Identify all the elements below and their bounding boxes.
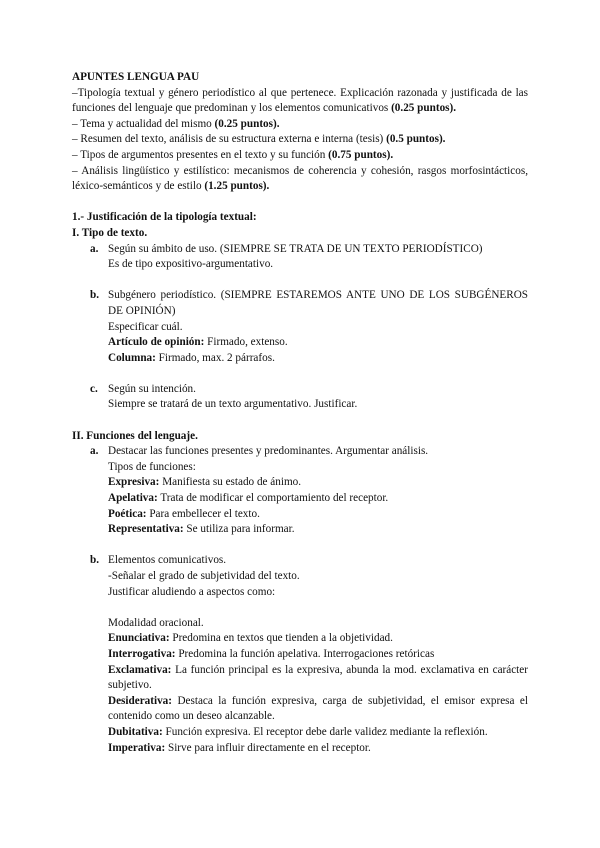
document-content xyxy=(72,70,528,756)
exam-criteria-line-1: –Tipología textual y género periodístico al que pertenece. Explicación razonada y justificada de las funciones del lenguaje que predominan y los elementos comunicativos (0.25 puntos). xyxy=(72,86,528,115)
list-marker: b. xyxy=(90,554,100,567)
document-title: APUNTES LENGUA PAU xyxy=(72,71,200,83)
definition-exclamativa: Exclamativa: La función principal es la expresiva, abunda la mod. exclamativa en carácter subjetivo. xyxy=(108,663,528,692)
definition-enunciativa: Enunciativa: Predomina en textos que tienden a la objetividad. xyxy=(108,632,393,645)
definition-imperativa: Imperativa: Sirve para influir directamente en el receptor. xyxy=(108,741,371,754)
exam-criteria-line-5: – Análisis lingüístico y estilístico: mecanismos de coherencia y cohesión, rasgos morfosintácticos, léxico-semánticos y de estilo (1.25 puntos). xyxy=(72,164,528,193)
item-text: Es de tipo expositivo-argumentativo. xyxy=(108,258,274,271)
item-text: Tipos de funciones: xyxy=(108,460,196,473)
list-marker: a. xyxy=(90,445,99,458)
definition-interrogativa: Interrogativa: Predomina la función apelativa. Interrogaciones retóricas xyxy=(108,647,435,660)
definition-poetica: Poética: Para embellecer el texto. xyxy=(108,507,260,520)
item-text: -Señalar el grado de subjetividad del texto. xyxy=(108,570,300,582)
list-item-1a xyxy=(72,242,528,273)
item-text: Subgénero periodístico. (SIEMPRE ESTAREMOS ANTE UNO DE LOS SUBGÉNEROS DE OPINIÓN) xyxy=(108,289,528,317)
item-text: Especificar cuál. xyxy=(108,320,183,333)
section-1-subheading: I. Tipo de texto. xyxy=(72,226,148,239)
item-text: Siempre se tratará de un texto argumentativo. Justificar. xyxy=(108,398,358,411)
definition-expresiva: Expresiva: Manifiesta su estado de ánimo. xyxy=(108,476,302,489)
definition-desiderativa: Desiderativa: Destaca la función expresiva, carga de subjetividad, el emisor expresa el contenido como un deseo alcanzable. xyxy=(108,694,528,723)
item-text: Justificar aludiendo a aspectos como: xyxy=(108,585,276,598)
exam-criteria-line-3: – Resumen del texto, análisis de su estructura externa e interna (tesis) (0.5 puntos). xyxy=(72,133,446,146)
exam-criteria-line-4: – Tipos de argumentos presentes en el texto y su función (0.75 puntos). xyxy=(72,148,394,161)
list-item-2b xyxy=(72,553,528,756)
item-text: Destacar las funciones presentes y predominantes. Argumentar análisis. xyxy=(108,445,429,458)
list-marker: b. xyxy=(90,289,100,302)
list-marker: a. xyxy=(90,242,99,255)
item-text: Modalidad oracional. xyxy=(108,616,204,629)
item-text: Según su intención. xyxy=(108,382,196,395)
section-1-heading: 1.- Justificación de la tipología textual: xyxy=(72,211,257,224)
definition-columna: Columna: Firmado, max. 2 párrafos. xyxy=(108,351,275,364)
definition-articulo: Artículo de opinión: Firmado, extenso. xyxy=(108,336,288,349)
definition-representativa: Representativa: Se utiliza para informar. xyxy=(108,523,295,536)
list-item-1c xyxy=(72,382,528,413)
definition-dubitativa: Dubitativa: Función expresiva. El receptor debe darle validez mediante la reflexión. xyxy=(108,725,488,738)
item-text: Según su ámbito de uso. (SIEMPRE SE TRATA DE UN TEXTO PERIODÍSTICO) xyxy=(108,242,483,255)
list-item-2a xyxy=(72,444,528,538)
list-item-1b xyxy=(72,288,528,366)
definition-apelativa: Apelativa: Trata de modificar el comportamiento del receptor. xyxy=(108,492,389,505)
list-marker: c. xyxy=(90,382,98,395)
exam-criteria-line-2: – Tema y actualidad del mismo (0.25 puntos). xyxy=(72,117,280,130)
item-text: Elementos comunicativos. xyxy=(108,554,227,567)
section-2-heading: II. Funciones del lenguaje. xyxy=(72,429,198,442)
